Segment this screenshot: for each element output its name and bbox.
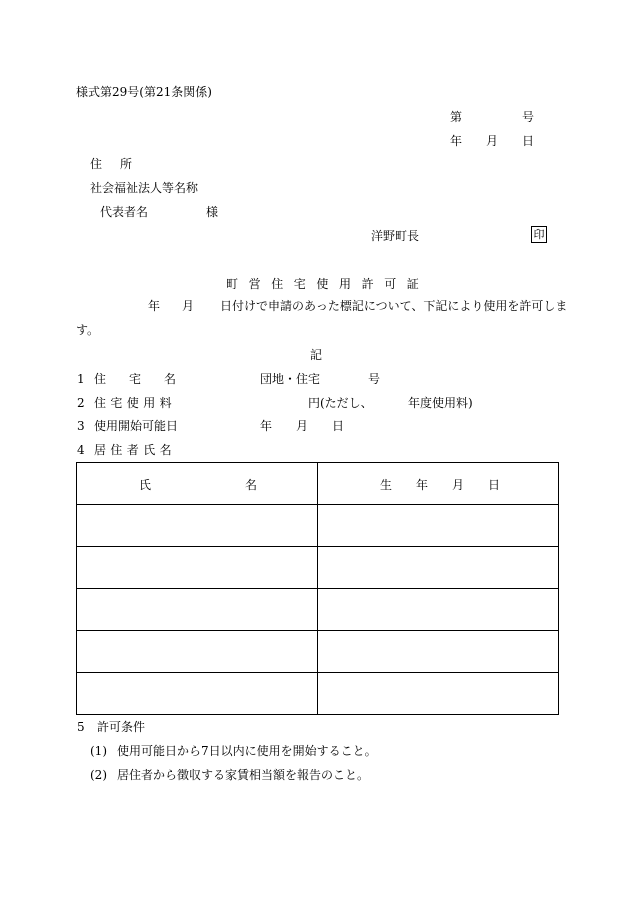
header-cell-name (77, 463, 318, 505)
issue-date-month: 月 (486, 134, 499, 148)
form-number: 様式第29号(第21条関係) (76, 85, 212, 99)
table-row (77, 673, 559, 715)
header-birth-char: 年 (416, 478, 429, 492)
item-number: 4 (77, 443, 85, 457)
resident-name-cell[interactable] (77, 631, 318, 673)
table-row (77, 547, 559, 589)
table-row (77, 631, 559, 673)
resident-birthdate-cell[interactable] (318, 673, 559, 715)
resident-birthdate-cell[interactable] (318, 631, 559, 673)
start-date-year: 年 (260, 419, 273, 433)
resident-name-cell[interactable] (77, 505, 318, 547)
item-label-start-date: 使用開始可能日 (94, 419, 179, 433)
issue-date-day: 日 (522, 134, 535, 148)
header-name-char: 氏 (139, 478, 152, 492)
condition-text: 居住者から徴収する家賃相当額を報告のこと。 (117, 768, 370, 782)
application-year: 年 (148, 299, 161, 313)
resident-name-cell[interactable] (77, 673, 318, 715)
header-birth-char: 月 (452, 478, 465, 492)
document-number-suffix: 号 (522, 110, 535, 124)
resident-birthdate-cell[interactable] (318, 589, 559, 631)
ki-heading: 記 (310, 348, 323, 362)
condition-text: 使用可能日から7日以内に使用を開始すること。 (117, 744, 377, 758)
issue-date-year: 年 (450, 134, 463, 148)
resident-name-cell[interactable] (77, 589, 318, 631)
header-birth-char: 生 (380, 478, 393, 492)
condition-number: (1) (90, 744, 107, 758)
seal-stamp: 印 (531, 226, 547, 243)
residents-table (76, 462, 559, 715)
resident-birthdate-cell[interactable] (318, 505, 559, 547)
item-label-residents: 居住者氏名 (94, 443, 177, 457)
issuer-mayor: 洋野町長 (371, 229, 420, 243)
item-value-housing-name: 団地・住宅 (260, 372, 321, 386)
item-label-rent: 住宅使用料 (94, 396, 177, 410)
honorific: 様 (206, 205, 219, 219)
conditions-label: 許可条件 (97, 720, 146, 734)
corporation-label: 社会福祉法人等名称 (90, 181, 199, 195)
address-label: 住所 (90, 157, 151, 171)
representative-label: 代表者名 (100, 205, 149, 219)
body-text-line2: す。 (76, 323, 100, 337)
item-number: 1 (77, 372, 85, 386)
start-date-month: 月 (296, 419, 309, 433)
item-number: 2 (77, 396, 85, 410)
condition-number: (2) (90, 768, 107, 782)
item-value-rent: 円(ただし、 (308, 396, 373, 410)
item-suffix-rent: 年度使用料) (408, 396, 473, 410)
body-text-line1: 日付けで申請のあった標記について、下記により使用を許可しま (220, 299, 568, 313)
item-label-housing-name: 住宅名 (94, 372, 200, 386)
table-row (77, 589, 559, 631)
document-number-prefix: 第 (450, 110, 463, 124)
resident-name-cell[interactable] (77, 547, 318, 589)
document-title: 町営住宅使用許可証 (226, 277, 430, 291)
header-name-char: 名 (245, 478, 258, 492)
application-month: 月 (182, 299, 195, 313)
header-cell-birthdate (318, 463, 559, 505)
conditions-number: 5 (77, 720, 85, 734)
item-number: 3 (77, 419, 85, 433)
item-suffix-housing-name: 号 (368, 372, 381, 386)
header-birth-char: 日 (488, 478, 501, 492)
start-date-day: 日 (332, 419, 345, 433)
resident-birthdate-cell[interactable] (318, 547, 559, 589)
residents-table-header (77, 463, 559, 505)
table-row (77, 505, 559, 547)
